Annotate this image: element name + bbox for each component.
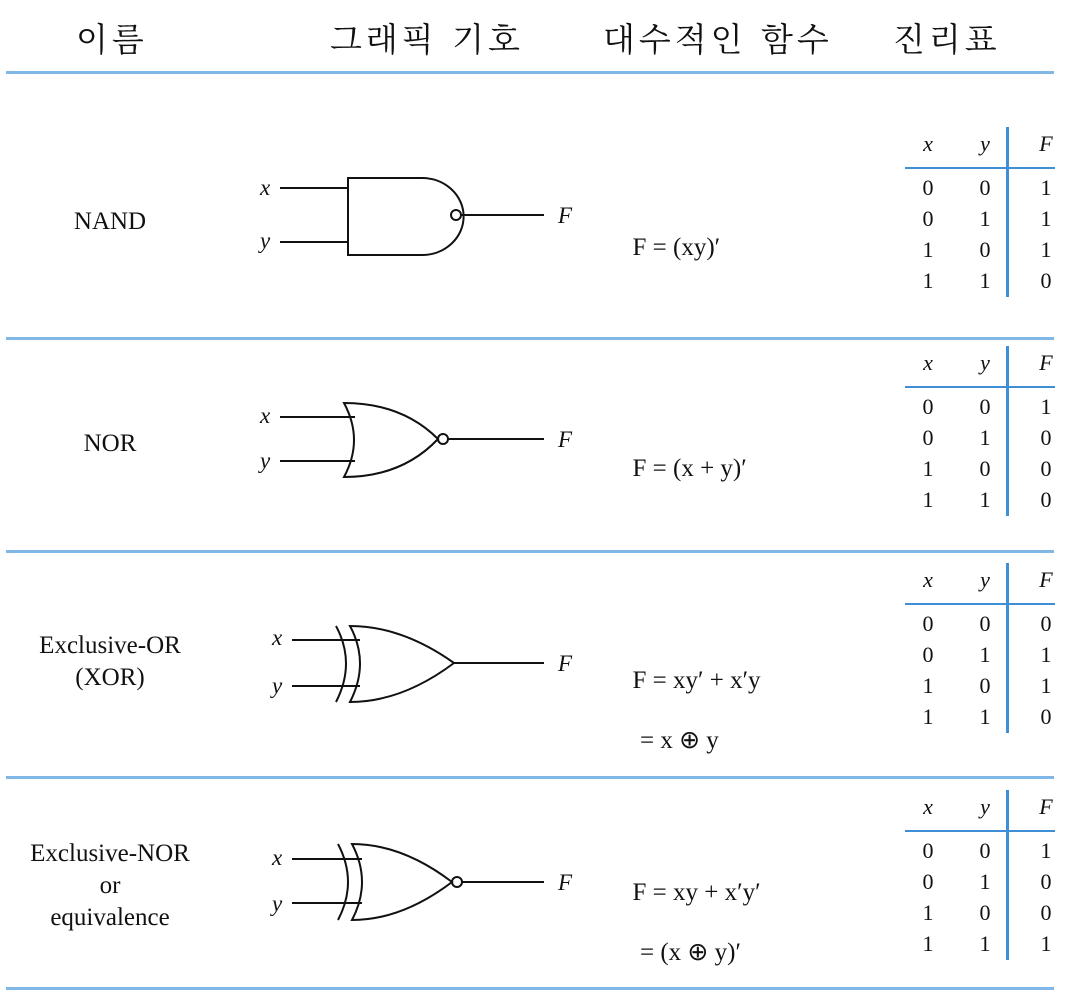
tt-cell: 0 xyxy=(979,237,991,262)
output-f-label: F xyxy=(558,427,573,452)
tt-cell: 1 xyxy=(979,206,991,231)
input-y-label: y xyxy=(260,228,271,253)
tt-header-y: y xyxy=(980,350,990,375)
tt-cell: 0 xyxy=(979,175,991,200)
tt-header-f: F xyxy=(1039,131,1053,156)
tt-cell: 0 xyxy=(922,425,934,450)
tt-header-y: y xyxy=(980,131,990,156)
header-truth-table: 진리표 xyxy=(893,20,1001,59)
gate-name-nor: NOR xyxy=(83,430,137,457)
tt-header-y: y xyxy=(980,794,990,819)
tt-cell: 1 xyxy=(922,704,934,729)
tt-cell: 0 xyxy=(922,394,934,419)
xor-gate-symbol xyxy=(252,618,582,718)
xnor-expression: F = xy + x′y′ = (x ⊕ y)′ xyxy=(632,879,761,966)
tt-header-f: F xyxy=(1039,350,1053,375)
input-y-label: y xyxy=(272,673,283,698)
tt-cell: 0 xyxy=(1040,704,1052,729)
tt-cell: 0 xyxy=(979,456,991,481)
tt-cell: 0 xyxy=(922,838,934,863)
row-divider-3 xyxy=(6,776,1054,779)
tt-cell: 1 xyxy=(922,900,934,925)
tt-header-x: x xyxy=(923,794,933,819)
tt-cell: 0 xyxy=(979,611,991,636)
header-rule xyxy=(6,71,1054,74)
row-divider-1 xyxy=(6,337,1054,340)
xnor-gate-symbol xyxy=(252,838,582,938)
row-divider-2 xyxy=(6,550,1054,553)
tt-header-x: x xyxy=(923,131,933,156)
output-f-label: F xyxy=(558,203,573,228)
tt-cell: 1 xyxy=(1040,673,1052,698)
tt-header-x: x xyxy=(923,350,933,375)
tt-cell: 1 xyxy=(1040,237,1052,262)
tt-cell: 0 xyxy=(922,642,934,667)
tt-header-f: F xyxy=(1039,794,1053,819)
nor-truth-table xyxy=(905,346,1060,546)
input-x-label: x xyxy=(272,845,283,870)
xor-expression: F = xy′ + x′y = x ⊕ y xyxy=(632,667,761,754)
tt-cell: 0 xyxy=(1040,900,1052,925)
tt-header-f: F xyxy=(1039,567,1053,592)
tt-cell: 1 xyxy=(979,931,991,956)
input-y-label: y xyxy=(272,891,283,916)
tt-cell: 1 xyxy=(979,642,991,667)
tt-cell: 0 xyxy=(979,900,991,925)
tt-cell: 1 xyxy=(1040,175,1052,200)
tt-cell: 0 xyxy=(1040,869,1052,894)
tt-cell: 1 xyxy=(1040,206,1052,231)
nor-gate-symbol xyxy=(252,395,582,495)
nand-expression: F = (xy)′ xyxy=(632,234,721,261)
tt-cell: 0 xyxy=(1040,456,1052,481)
gate-name-xnor: Exclusive-NOR or equivalence xyxy=(30,840,190,931)
tt-cell: 1 xyxy=(979,869,991,894)
tt-cell: 1 xyxy=(922,456,934,481)
nor-expression: F = (x + y)′ xyxy=(632,455,747,482)
tt-cell: 1 xyxy=(979,487,991,512)
input-x-label: x xyxy=(272,625,283,650)
tt-header-x: x xyxy=(923,567,933,592)
tt-cell: 0 xyxy=(922,869,934,894)
gate-name-nand: NAND xyxy=(73,208,147,235)
tt-cell: 0 xyxy=(922,611,934,636)
gate-name-xor: Exclusive-OR (XOR) xyxy=(39,632,181,691)
header-name: 이름 xyxy=(76,20,148,59)
tt-cell: 1 xyxy=(1040,838,1052,863)
tt-cell: 1 xyxy=(922,673,934,698)
output-f-label: F xyxy=(558,870,573,895)
tt-cell: 0 xyxy=(1040,425,1052,450)
nand-gate-symbol xyxy=(252,168,582,268)
tt-cell: 0 xyxy=(979,838,991,863)
tt-cell: 1 xyxy=(922,237,934,262)
tt-cell: 1 xyxy=(979,268,991,293)
tt-header-y: y xyxy=(980,567,990,592)
header-algebraic-function: 대수적인 함수 xyxy=(603,20,833,59)
output-f-label: F xyxy=(558,651,573,676)
tt-cell: 1 xyxy=(922,931,934,956)
tt-cell: 1 xyxy=(922,487,934,512)
row-divider-bottom xyxy=(6,987,1054,990)
tt-cell: 0 xyxy=(922,175,934,200)
tt-cell: 0 xyxy=(979,394,991,419)
tt-cell: 0 xyxy=(1040,487,1052,512)
tt-cell: 1 xyxy=(1040,931,1052,956)
input-x-label: x xyxy=(260,175,271,200)
tt-cell: 0 xyxy=(922,206,934,231)
xnor-truth-table xyxy=(905,790,1060,990)
tt-cell: 1 xyxy=(922,268,934,293)
tt-cell: 1 xyxy=(979,704,991,729)
input-x-label: x xyxy=(260,403,271,428)
tt-cell: 0 xyxy=(1040,611,1052,636)
tt-cell: 0 xyxy=(979,673,991,698)
header-graphic-symbol: 그래픽 기호 xyxy=(330,20,524,59)
nand-truth-table xyxy=(905,127,1060,327)
tt-cell: 0 xyxy=(1040,268,1052,293)
xor-truth-table xyxy=(905,563,1060,763)
input-y-label: y xyxy=(260,448,271,473)
tt-cell: 1 xyxy=(979,425,991,450)
tt-cell: 1 xyxy=(1040,394,1052,419)
tt-cell: 1 xyxy=(1040,642,1052,667)
